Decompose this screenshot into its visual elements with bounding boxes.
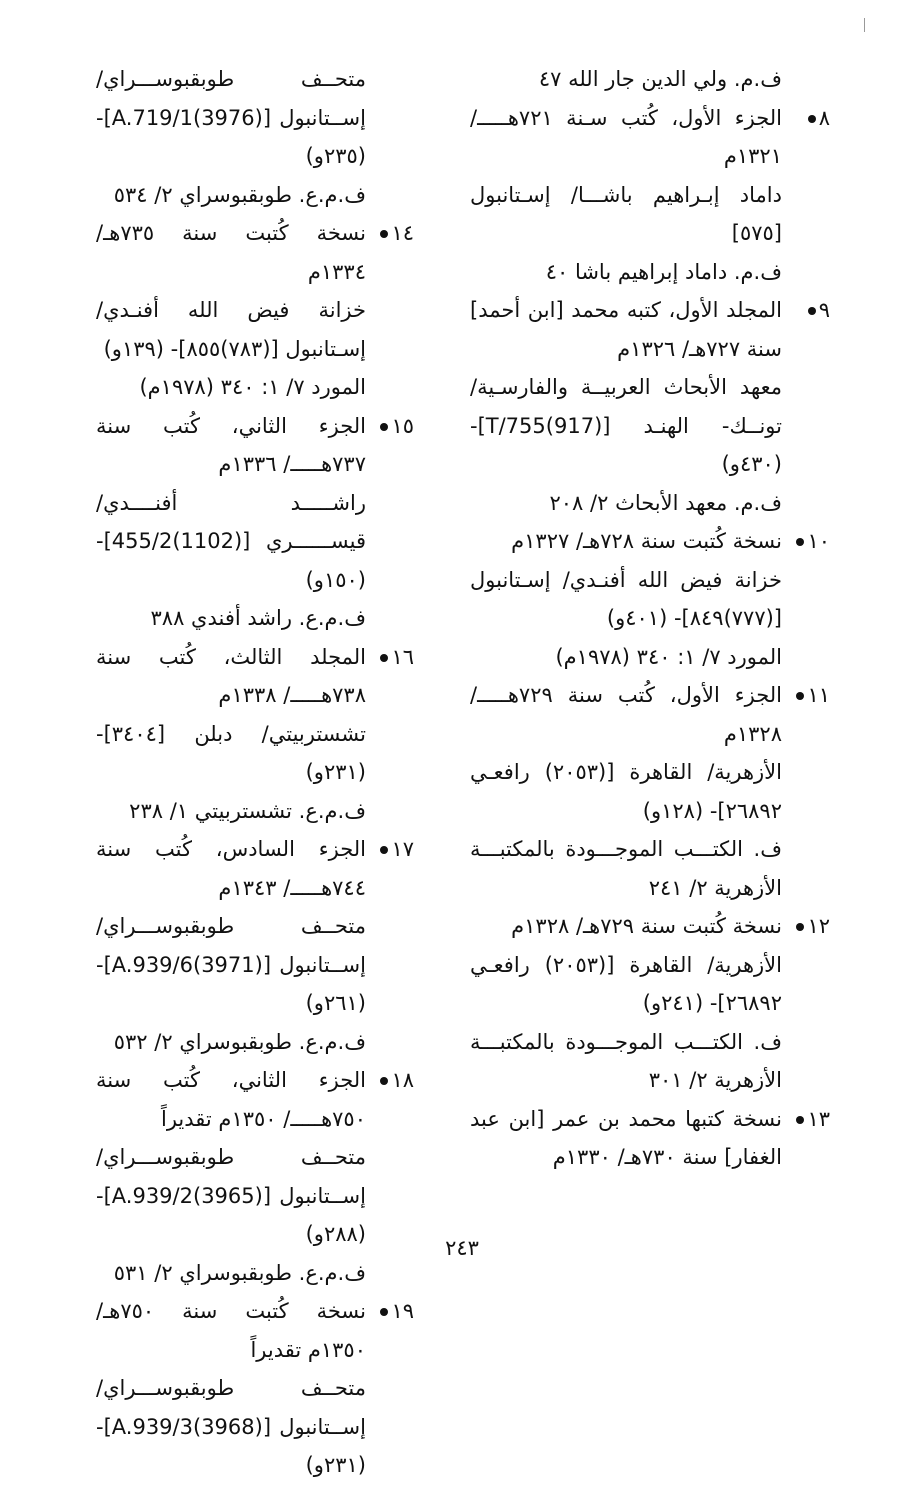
entry-number — [366, 1254, 414, 1293]
bullet-icon — [796, 538, 804, 546]
bullet-icon — [380, 1077, 388, 1085]
text-line: ف.م.ع. طوبقبوسراي ٢/ ٥٣٤ — [113, 182, 366, 207]
entry-detail — [470, 368, 830, 484]
entry-text — [470, 1023, 782, 1100]
entry-text — [96, 1369, 366, 1485]
text-line: المورد ٧/ ١: ٣٤٠ (١٩٧٨م) — [139, 375, 366, 399]
text-line: الجزء الأول، كُتب سـنة ٧٢١هـــــ/ ١٣٢١م — [470, 105, 782, 168]
catalog-entry — [96, 1061, 414, 1138]
catalog-entry — [96, 830, 414, 907]
text-line: الجزء الثاني، كُتب سنة ٧٥٠هـــــ/ ١٣٥٠م تقديراً — [96, 1068, 366, 1131]
text-line: ف.م. معهد الأبحاث ٢/ ٢٠٨ — [549, 490, 782, 515]
entry-number-text: ١٠ — [807, 529, 830, 553]
entry-text — [470, 830, 782, 907]
text-line: خزانة فيض الله أفنـدي/ إسـتانبول [(٧٧٧)٨٤٩]- (٤٠١و) — [470, 567, 782, 630]
catalog-entry — [470, 907, 830, 946]
entry-number — [366, 368, 414, 407]
entry-number-text: ١٤ — [391, 221, 414, 245]
text-line: نسخة كُتبت سنة ٧٥٠هـ/ ١٣٥٠م تقديراً — [96, 1299, 366, 1362]
entry-detail — [96, 1023, 414, 1062]
entry-number-text: ٩ — [818, 298, 830, 322]
catalog-entry — [96, 638, 414, 715]
text-line: متحــف طوبقبوســـراي/ إســتانبول [(3965)A.939/2]- (٢٨٨و) — [96, 1145, 366, 1246]
entry-detail — [470, 253, 830, 292]
entry-detail — [470, 1023, 830, 1100]
text-line: نسخة كُتبت سنة ٧٣٥هـ/ ١٣٣٤م — [96, 221, 366, 284]
entry-detail — [96, 599, 414, 638]
text-line: المجلد الأول، كتبه محمد [ابن أحمد] سنة ٧٢٧هـ/ ١٣٢٦م — [470, 298, 782, 361]
entry-number-text: ١٨ — [391, 1068, 414, 1092]
entry-number — [366, 715, 414, 792]
entry-number — [782, 291, 830, 368]
entry-number — [366, 1292, 414, 1369]
text-line: المجلد الثالث، كُتب سنة ٧٣٨هـــــ/ ١٣٣٨م — [96, 644, 366, 707]
entry-number-text: ٨ — [818, 105, 830, 130]
right-column — [470, 60, 830, 1177]
entry-detail — [470, 484, 830, 523]
text-line: الجزء السادس، كُتب سنة ٧٤٤هـــــ/ ١٣٤٣م — [96, 837, 366, 900]
entry-number — [366, 1061, 414, 1138]
catalog-entry — [470, 522, 830, 561]
entry-text — [96, 792, 366, 831]
entry-detail — [96, 1138, 414, 1254]
text-line: داماد إبـراهيم باشـــا/ إسـتانبول [٥٧٥] — [470, 182, 782, 245]
entry-detail — [470, 60, 830, 99]
entry-number — [366, 1369, 414, 1485]
entry-number — [366, 407, 414, 484]
entry-text — [96, 407, 366, 484]
text-line: ف. الكتـــب الموجـــودة بالمكتبـــة الأزهرية ٢/ ٢٤١ — [470, 837, 782, 900]
entry-text — [470, 60, 782, 99]
entry-number — [366, 214, 414, 291]
entry-text — [470, 638, 782, 677]
entry-text — [470, 946, 782, 1023]
entry-text — [96, 60, 366, 176]
text-line: ف. الكتـــب الموجـــودة بالمكتبـــة الأزهرية ٢/ ٣٠١ — [470, 1029, 782, 1092]
entry-text — [96, 1138, 366, 1254]
text-line: متحــف طوبقبوســـراي/ إســتانبول [(3968)A.939/3]- (٢٣١و) — [96, 1376, 366, 1477]
text-line: ف.م.ع. تشستربيتي ١/ ٢٣٨ — [129, 798, 366, 823]
entry-detail — [470, 561, 830, 638]
catalog-entry — [470, 676, 830, 753]
entry-text — [96, 907, 366, 1023]
entry-number — [782, 176, 830, 253]
bullet-icon — [796, 923, 804, 931]
entry-detail — [470, 946, 830, 1023]
entry-detail — [96, 368, 414, 407]
bullet-icon — [796, 1116, 804, 1124]
entry-number — [782, 753, 830, 830]
entry-number — [782, 60, 830, 99]
entry-detail — [470, 753, 830, 830]
entry-text — [96, 599, 366, 638]
entry-text — [470, 676, 782, 753]
entry-text — [470, 99, 782, 176]
entry-detail — [470, 638, 830, 677]
entry-text — [96, 715, 366, 792]
entry-detail — [470, 176, 830, 253]
catalog-entry — [470, 1100, 830, 1177]
text-line: المورد ٧/ ١: ٣٤٠ (١٩٧٨م) — [555, 644, 782, 669]
text-line: ف.م. ولي الدين جار الله ٤٧ — [538, 67, 782, 91]
entry-text — [470, 291, 782, 368]
entry-text — [96, 176, 366, 215]
text-line: ف.م.ع. طوبقبوسراي ٢/ ٥٣١ — [113, 1260, 366, 1285]
entry-detail — [96, 291, 414, 368]
text-line: نسخة كتبها محمد بن عمر [ابن عبد الغفار] سنة ٧٣٠هـ/ ١٣٣٠م — [470, 1106, 782, 1169]
entry-number — [782, 253, 830, 292]
entry-number — [782, 561, 830, 638]
bullet-icon — [380, 654, 388, 662]
entry-number — [366, 1138, 414, 1254]
entry-number — [366, 907, 414, 1023]
entry-detail — [96, 907, 414, 1023]
entry-number — [782, 907, 830, 946]
text-line: الجزء الأول، كُتب سنة ٧٢٩هـــــ/ ١٣٢٨م — [470, 683, 782, 746]
entry-number — [782, 522, 830, 561]
entry-number-text: ١١ — [807, 683, 830, 707]
entry-text — [470, 484, 782, 523]
text-line: معهد الأبحاث العربيــة والفارسـية/ تونــك- الهنـد [(917)T/755]- (٤٣٠و) — [470, 375, 782, 476]
text-line: الأزهرية/ القاهرة [(٢٠٥٣) رافعـي ٢٦٨٩٢]- (١٢٨و) — [470, 760, 782, 823]
bullet-icon — [796, 692, 804, 700]
catalog-entry — [470, 99, 830, 176]
entry-text — [470, 561, 782, 638]
entry-text — [470, 176, 782, 253]
bullet-icon — [380, 846, 388, 854]
entry-number — [366, 792, 414, 831]
text-line: نسخة كُتبت سنة ٧٢٨هـ/ ١٣٢٧م — [511, 529, 782, 553]
left-column — [96, 60, 414, 1485]
entry-number — [782, 1023, 830, 1100]
entry-number — [366, 60, 414, 176]
entry-text — [96, 291, 366, 368]
bullet-icon — [380, 230, 388, 238]
entry-number-text: ١٩ — [391, 1299, 414, 1323]
scan-mark — [864, 18, 865, 32]
catalog-entry — [96, 214, 414, 291]
bullet-icon — [380, 1308, 388, 1316]
entry-number — [366, 291, 414, 368]
entry-text — [96, 214, 366, 291]
entry-number — [782, 484, 830, 523]
entry-text — [96, 484, 366, 600]
entry-number-text: ١٢ — [807, 914, 830, 938]
bullet-icon — [808, 307, 816, 315]
entry-number-text: ١٣ — [807, 1106, 830, 1131]
entry-number — [366, 638, 414, 715]
entry-text — [96, 1061, 366, 1138]
entry-number — [782, 946, 830, 1023]
text-line: متحــف طوبقبوســـراي/ إســتانبول [(3976)A.719/1]- (٢٣٥و) — [96, 67, 366, 168]
entry-text — [96, 830, 366, 907]
catalog-entry — [96, 407, 414, 484]
text-line: الأزهرية/ القاهرة [(٢٠٥٣) رافعـي ٢٦٨٩٢]- (٢٤١و) — [470, 952, 782, 1015]
entry-text — [470, 907, 782, 946]
entry-text — [470, 753, 782, 830]
text-line: ف.م.ع. راشد أفندي ٣٨٨ — [150, 606, 366, 630]
entry-text — [96, 638, 366, 715]
entry-detail — [96, 60, 414, 176]
entry-number — [782, 676, 830, 753]
entry-text — [96, 1292, 366, 1369]
entry-number — [366, 830, 414, 907]
entry-number — [782, 830, 830, 907]
entry-detail — [96, 176, 414, 215]
entry-detail — [96, 484, 414, 600]
entry-number — [782, 368, 830, 484]
text-line: ف.م. داماد إبراهيم باشا ٤٠ — [545, 259, 782, 284]
entry-number-text: ١٦ — [391, 644, 414, 669]
entry-text — [96, 368, 366, 407]
entry-number-text: ١٥ — [391, 413, 414, 438]
entry-number — [782, 1100, 830, 1177]
entry-text — [470, 1100, 782, 1177]
entry-text — [470, 522, 782, 561]
text-line: ف.م.ع. طوبقبوسراي ٢/ ٥٣٢ — [113, 1029, 366, 1054]
page-number: ٢٤٣ — [445, 1236, 479, 1260]
entry-number — [366, 484, 414, 600]
entry-detail — [96, 1254, 414, 1293]
text-line: راشـــــد أفنــــدي/ قيســــــري [(1102)455/2]- (١٥٠و) — [96, 490, 366, 592]
text-line: تشستربيتي/ دبلن [٣٤٠٤]- (٢٣١و) — [96, 721, 366, 784]
entry-number — [366, 1023, 414, 1062]
text-line: الجزء الثاني، كُتب سنة ٧٣٧هـــــ/ ١٣٣٦م — [96, 413, 366, 476]
text-line: نسخة كُتبت سنة ٧٢٩هـ/ ١٣٢٨م — [511, 914, 782, 938]
entry-text — [96, 1254, 366, 1293]
entry-number — [366, 599, 414, 638]
catalog-entry — [96, 1292, 414, 1369]
entry-number — [782, 99, 830, 176]
entry-detail — [96, 715, 414, 792]
entry-number — [366, 176, 414, 215]
entry-detail — [470, 830, 830, 907]
entry-number-text: ١٧ — [391, 837, 414, 861]
entry-detail — [96, 792, 414, 831]
entry-detail — [96, 1369, 414, 1485]
entry-text — [470, 368, 782, 484]
bullet-icon — [808, 115, 816, 123]
entry-number — [782, 638, 830, 677]
text-line: متحــف طوبقبوســـراي/ إســتانبول [(3971)A.939/6]- (٢٦١و) — [96, 914, 366, 1015]
bullet-icon — [380, 423, 388, 431]
text-line: خزانة فيض الله أفنـدي/ إسـتانبول [(٧٨٣)٨٥٥]- (١٣٩و) — [96, 298, 366, 361]
catalog-entry — [470, 291, 830, 368]
entry-text — [96, 1023, 366, 1062]
entry-text — [470, 253, 782, 292]
